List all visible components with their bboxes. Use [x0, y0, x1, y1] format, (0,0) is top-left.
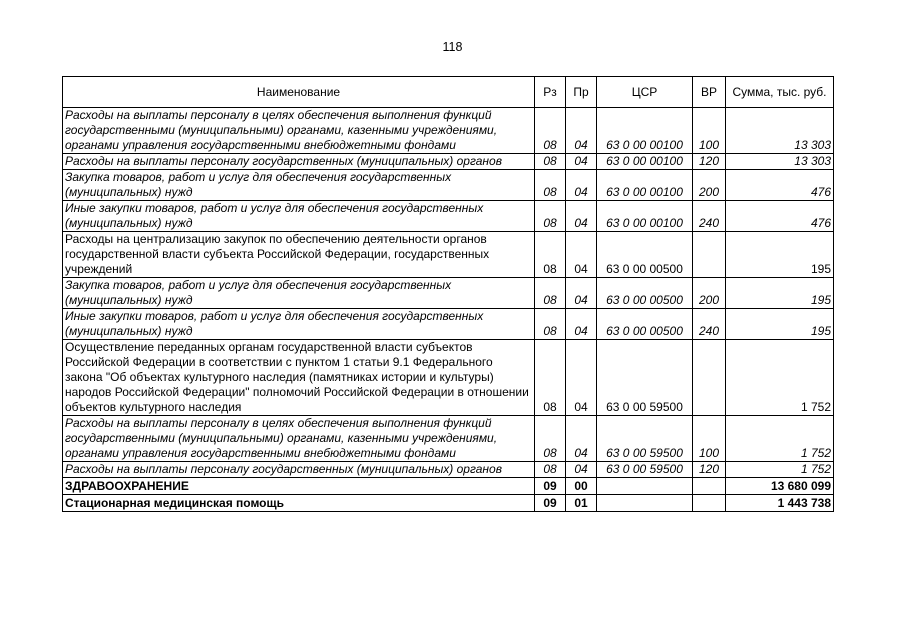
- cell-name: Расходы на централизацию закупок по обеспечению деятельности органов государственной власти субъекта Российской Федерации, государственных учреждений: [63, 232, 535, 278]
- cell-csr: [597, 495, 693, 512]
- cell-pr: 04: [566, 154, 597, 170]
- cell-name: Расходы на выплаты персоналу в целях обеспечения выполнения функций государственными (муниципальными) органами, казенными учреждениями, органами управления государственными внебюджетными фондами: [63, 416, 535, 462]
- cell-sum: 13 303: [726, 108, 834, 154]
- cell-name: Закупка товаров, работ и услуг для обеспечения государственных (муниципальных) нужд: [63, 278, 535, 309]
- cell-pr: 00: [566, 478, 597, 495]
- cell-name: ЗДРАВООХРАНЕНИЕ: [63, 478, 535, 495]
- cell-rz: 08: [535, 416, 566, 462]
- cell-vr: 100: [693, 416, 726, 462]
- cell-vr: 200: [693, 170, 726, 201]
- cell-pr: 04: [566, 462, 597, 478]
- cell-rz: 08: [535, 309, 566, 340]
- table-row: [63, 495, 834, 512]
- table-row: [63, 340, 834, 416]
- cell-sum: 195: [726, 278, 834, 309]
- cell-vr: [693, 478, 726, 495]
- cell-name: Расходы на выплаты персоналу государственных (муниципальных) органов: [63, 462, 535, 478]
- cell-csr: 63 0 00 00100: [597, 201, 693, 232]
- cell-rz: 08: [535, 108, 566, 154]
- table-row: [63, 416, 834, 462]
- cell-rz: 08: [535, 170, 566, 201]
- cell-rz: 08: [535, 462, 566, 478]
- cell-rz: 09: [535, 478, 566, 495]
- cell-pr: 04: [566, 232, 597, 278]
- cell-sum: 13 680 099: [726, 478, 834, 495]
- cell-csr: 63 0 00 00100: [597, 108, 693, 154]
- cell-rz: 08: [535, 154, 566, 170]
- cell-csr: 63 0 00 00100: [597, 154, 693, 170]
- table-row: [63, 462, 834, 478]
- column-header-sum: Сумма, тыс. руб.: [726, 77, 834, 108]
- cell-csr: 63 0 00 59500: [597, 462, 693, 478]
- cell-csr: 63 0 00 59500: [597, 416, 693, 462]
- page-number: 118: [442, 40, 463, 54]
- cell-name: Иные закупки товаров, работ и услуг для обеспечения государственных (муниципальных) нужд: [63, 309, 535, 340]
- cell-rz: 08: [535, 201, 566, 232]
- cell-name: Осуществление переданных органам государственной власти субъектов Российской Федерации в соответствии с пунктом 1 статьи 9.1 Федерального закона "Об объектах культурного наследия (памятниках истории и культуры) народов Российской Федерации" полномочий Российской Федерации в отношении объектов культурного наследия: [63, 340, 535, 416]
- cell-csr: 63 0 00 00500: [597, 232, 693, 278]
- cell-vr: 120: [693, 462, 726, 478]
- cell-sum: 1 752: [726, 416, 834, 462]
- cell-sum: 1 752: [726, 462, 834, 478]
- cell-sum: 13 303: [726, 154, 834, 170]
- cell-rz: 08: [535, 278, 566, 309]
- cell-sum: 476: [726, 170, 834, 201]
- cell-vr: 200: [693, 278, 726, 309]
- cell-sum: 1 443 738: [726, 495, 834, 512]
- table-header-row: [63, 77, 834, 108]
- table-row: [63, 278, 834, 309]
- cell-pr: 01: [566, 495, 597, 512]
- column-header-rz: Рз: [535, 77, 566, 108]
- cell-vr: 240: [693, 201, 726, 232]
- table-row: [63, 154, 834, 170]
- cell-vr: [693, 495, 726, 512]
- cell-sum: 1 752: [726, 340, 834, 416]
- cell-csr: 63 0 00 00500: [597, 309, 693, 340]
- cell-rz: 09: [535, 495, 566, 512]
- cell-vr: [693, 340, 726, 416]
- table-row: [63, 108, 834, 154]
- cell-csr: [597, 478, 693, 495]
- cell-csr: 63 0 00 00500: [597, 278, 693, 309]
- budget-table: [62, 76, 834, 512]
- cell-name: Иные закупки товаров, работ и услуг для обеспечения государственных (муниципальных) нужд: [63, 201, 535, 232]
- cell-sum: 476: [726, 201, 834, 232]
- cell-rz: 08: [535, 232, 566, 278]
- cell-name: Расходы на выплаты персоналу в целях обеспечения выполнения функций государственными (муниципальными) органами, казенными учреждениями, органами управления государственными внебюджетными фондами: [63, 108, 535, 154]
- table-row: [63, 309, 834, 340]
- cell-vr: 120: [693, 154, 726, 170]
- cell-csr: 63 0 00 00100: [597, 170, 693, 201]
- cell-sum: 195: [726, 309, 834, 340]
- cell-rz: 08: [535, 340, 566, 416]
- cell-vr: 240: [693, 309, 726, 340]
- column-header-vr: ВР: [693, 77, 726, 108]
- column-header-name: Наименование: [63, 77, 535, 108]
- cell-pr: 04: [566, 108, 597, 154]
- cell-pr: 04: [566, 201, 597, 232]
- cell-name: Закупка товаров, работ и услуг для обеспечения государственных (муниципальных) нужд: [63, 170, 535, 201]
- column-header-csr: ЦСР: [597, 77, 693, 108]
- cell-vr: [693, 232, 726, 278]
- cell-pr: 04: [566, 278, 597, 309]
- cell-sum: 195: [726, 232, 834, 278]
- cell-name: Расходы на выплаты персоналу государственных (муниципальных) органов: [63, 154, 535, 170]
- cell-name: Стационарная медицинская помощь: [63, 495, 535, 512]
- table-row: [63, 232, 834, 278]
- table-row: [63, 478, 834, 495]
- cell-pr: 04: [566, 340, 597, 416]
- column-header-pr: Пр: [566, 77, 597, 108]
- cell-vr: 100: [693, 108, 726, 154]
- table-row: [63, 170, 834, 201]
- cell-pr: 04: [566, 170, 597, 201]
- table-row: [63, 201, 834, 232]
- cell-pr: 04: [566, 416, 597, 462]
- cell-csr: 63 0 00 59500: [597, 340, 693, 416]
- cell-pr: 04: [566, 309, 597, 340]
